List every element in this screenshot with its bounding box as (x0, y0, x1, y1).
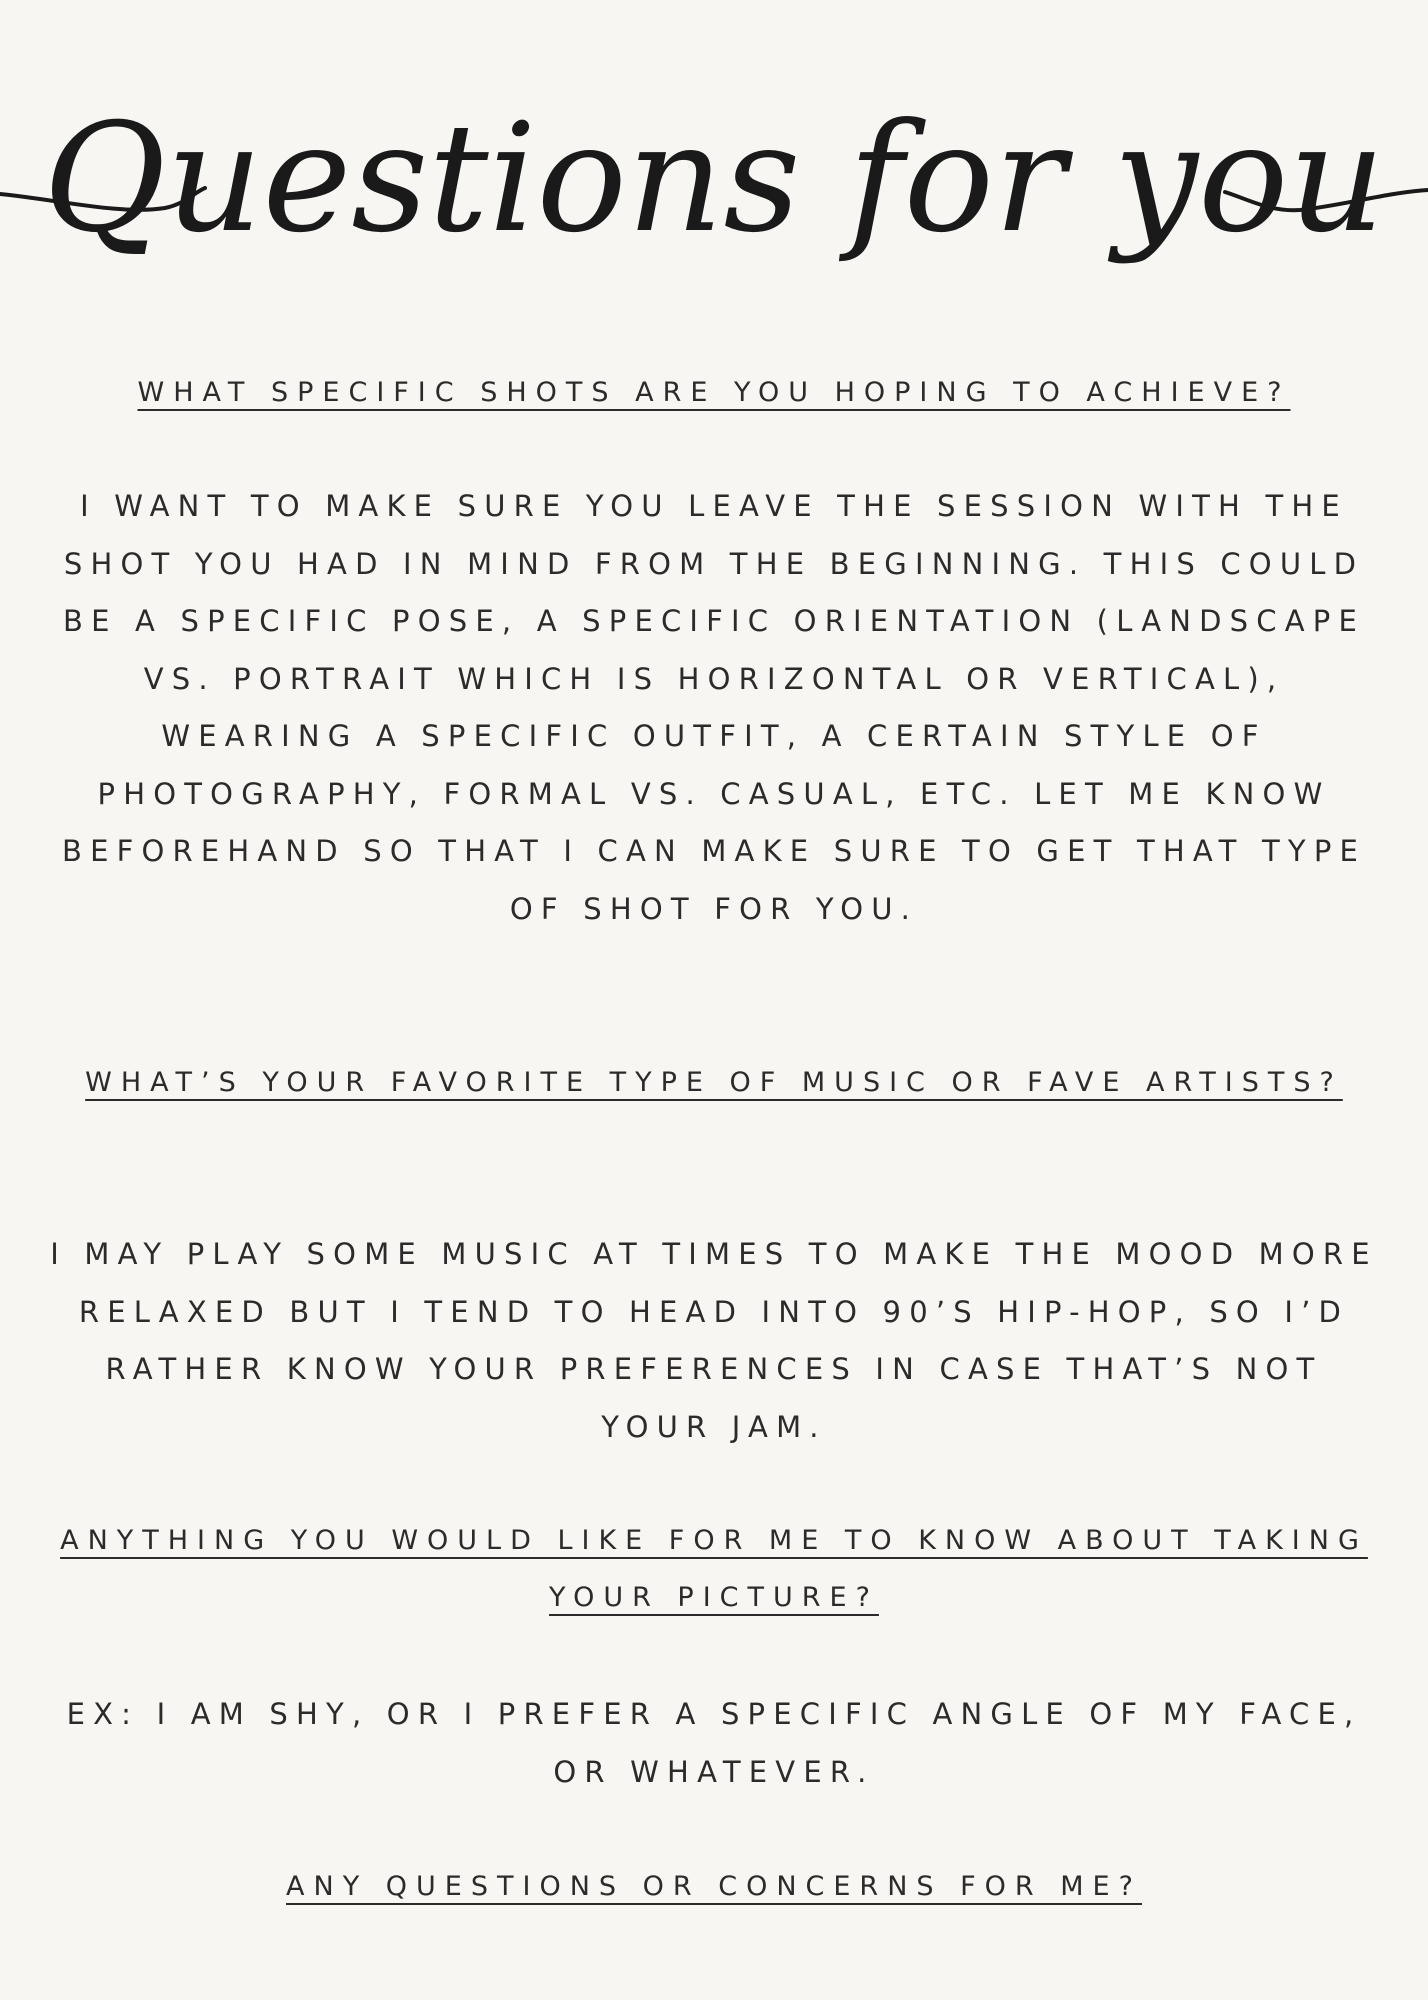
answer-line: VS. PORTRAIT WHICH IS HORIZONTAL OR VERTICAL), (143, 661, 1285, 696)
title-flourish (0, 40, 1428, 340)
answer-picture (30, 1686, 1398, 1801)
answer-music (30, 1226, 1398, 1456)
question-text-line: ANYTHING YOU WOULD LIKE FOR ME TO KNOW ABOUT TAKING (60, 1525, 1368, 1556)
answer-line: RELAXED BUT I TEND TO HEAD INTO 90’S HIP-HOP, SO I’D (78, 1294, 1350, 1329)
question-picture (30, 1512, 1398, 1626)
question-shots (30, 364, 1398, 421)
answer-line: I WANT TO MAKE SURE YOU LEAVE THE SESSION WITH THE (80, 489, 1348, 523)
answer-shots (30, 478, 1398, 938)
answer-line: EX: I AM SHY, OR I PREFER A SPECIFIC ANGLE OF MY FACE, (66, 1697, 1362, 1731)
answer-line: PHOTOGRAPHY, FORMAL VS. CASUAL, ETC. LET ME KNOW (97, 776, 1331, 811)
question-text-line: YOUR PICTURE? (549, 1582, 879, 1613)
answer-line: I MAY PLAY SOME MUSIC AT TIMES TO MAKE THE MOOD MORE (50, 1237, 1378, 1271)
page-title: Questions for you (42, 92, 1386, 266)
answer-line: BE A SPECIFIC POSE, A SPECIFIC ORIENTATION (LANDSCAPE (63, 604, 1365, 638)
answer-line: RATHER KNOW YOUR PREFERENCES IN CASE THAT’S NOT (105, 1352, 1323, 1386)
answer-line: YOUR JAM. (601, 1409, 827, 1444)
answer-line: BEFOREHAND SO THAT I CAN MAKE SURE TO GET THAT TYPE (61, 834, 1367, 868)
question-concerns (30, 1858, 1398, 1915)
answer-line: OR WHATEVER. (553, 1754, 875, 1789)
answer-line: OF SHOT FOR YOU. (509, 891, 919, 926)
title-banner (0, 40, 1428, 340)
question-text: WHAT’S YOUR FAVORITE TYPE OF MUSIC OR FAVE ARTISTS? (85, 1067, 1343, 1098)
question-text: ANY QUESTIONS OR CONCERNS FOR ME? (286, 1871, 1142, 1902)
answer-line: WEARING A SPECIFIC OUTFIT, A CERTAIN STYLE OF (161, 719, 1267, 753)
question-text: WHAT SPECIFIC SHOTS ARE YOU HOPING TO ACHIEVE? (137, 377, 1291, 408)
question-music (30, 1054, 1398, 1111)
answer-line: SHOT YOU HAD IN MIND FROM THE BEGINNING. THIS COULD (63, 546, 1365, 581)
